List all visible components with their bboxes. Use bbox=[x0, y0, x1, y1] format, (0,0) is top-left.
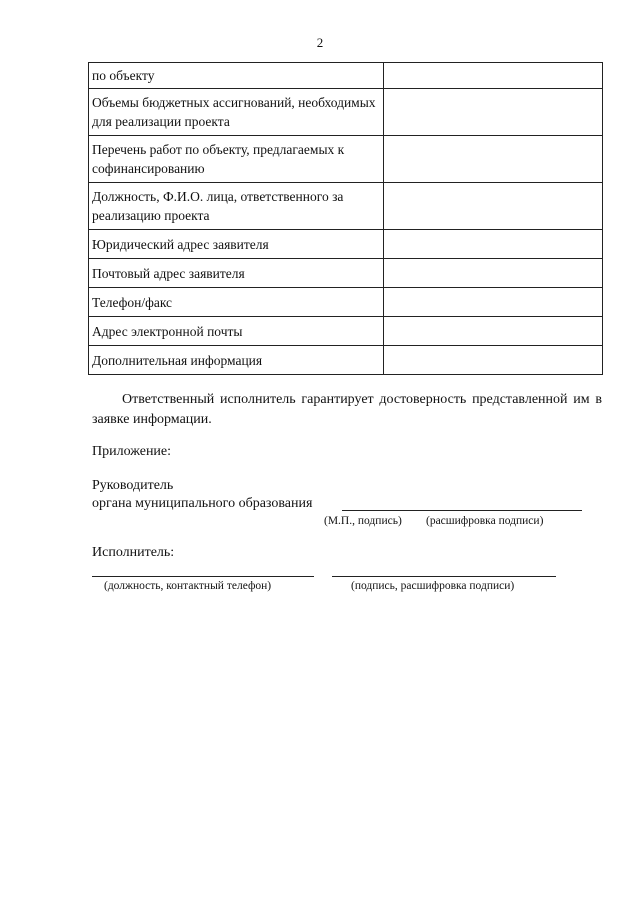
row-label: Юридический адрес заявителя bbox=[89, 230, 384, 259]
attachment-label: Приложение: bbox=[92, 444, 172, 459]
page-number: 2 bbox=[316, 35, 324, 50]
row-value bbox=[384, 230, 603, 259]
application-table bbox=[88, 62, 603, 375]
table-row bbox=[89, 89, 603, 136]
row-label: по объекту bbox=[89, 63, 384, 89]
row-value bbox=[384, 317, 603, 346]
row-value bbox=[384, 89, 603, 136]
row-label: Должность, Ф.И.О. лица, ответственного за реализацию проекта bbox=[89, 183, 384, 230]
row-label: Почтовый адрес заявителя bbox=[89, 259, 384, 288]
head-label-line1: Руководитель bbox=[92, 478, 174, 493]
row-value bbox=[384, 288, 603, 317]
executor-position-line bbox=[92, 576, 314, 577]
executor-caption-signature: (подпись, расшифровка подписи) bbox=[351, 580, 515, 592]
table-row bbox=[89, 136, 603, 183]
table-row bbox=[89, 288, 603, 317]
row-value bbox=[384, 346, 603, 375]
table-row bbox=[89, 183, 603, 230]
row-label: Дополнительная информация bbox=[89, 346, 384, 375]
head-caption-decode: (расшифровка подписи) bbox=[426, 515, 544, 527]
guarantee-statement: Ответственный исполнитель гарантирует достоверность представленной им в заявке информации. bbox=[92, 392, 602, 427]
head-caption-stamp: (М.П., подпись) bbox=[324, 515, 402, 527]
table-row bbox=[89, 230, 603, 259]
table-row bbox=[89, 63, 603, 89]
row-value bbox=[384, 259, 603, 288]
row-value bbox=[384, 63, 603, 89]
table-row bbox=[89, 346, 603, 375]
row-label: Телефон/факс bbox=[89, 288, 384, 317]
head-label-line2: органа муниципального образования bbox=[92, 496, 313, 511]
table-row bbox=[89, 317, 603, 346]
row-label: Объемы бюджетных ассигнований, необходимых для реализации проекта bbox=[89, 89, 384, 136]
executor-caption-position: (должность, контактный телефон) bbox=[104, 580, 272, 592]
row-label: Перечень работ по объекту, предлагаемых к софинансированию bbox=[89, 136, 384, 183]
executor-signature-line bbox=[332, 576, 556, 577]
row-value bbox=[384, 183, 603, 230]
head-signature-line bbox=[342, 510, 582, 511]
row-value bbox=[384, 136, 603, 183]
table-row bbox=[89, 259, 603, 288]
executor-label: Исполнитель: bbox=[92, 545, 175, 560]
row-label: Адрес электронной почты bbox=[89, 317, 384, 346]
